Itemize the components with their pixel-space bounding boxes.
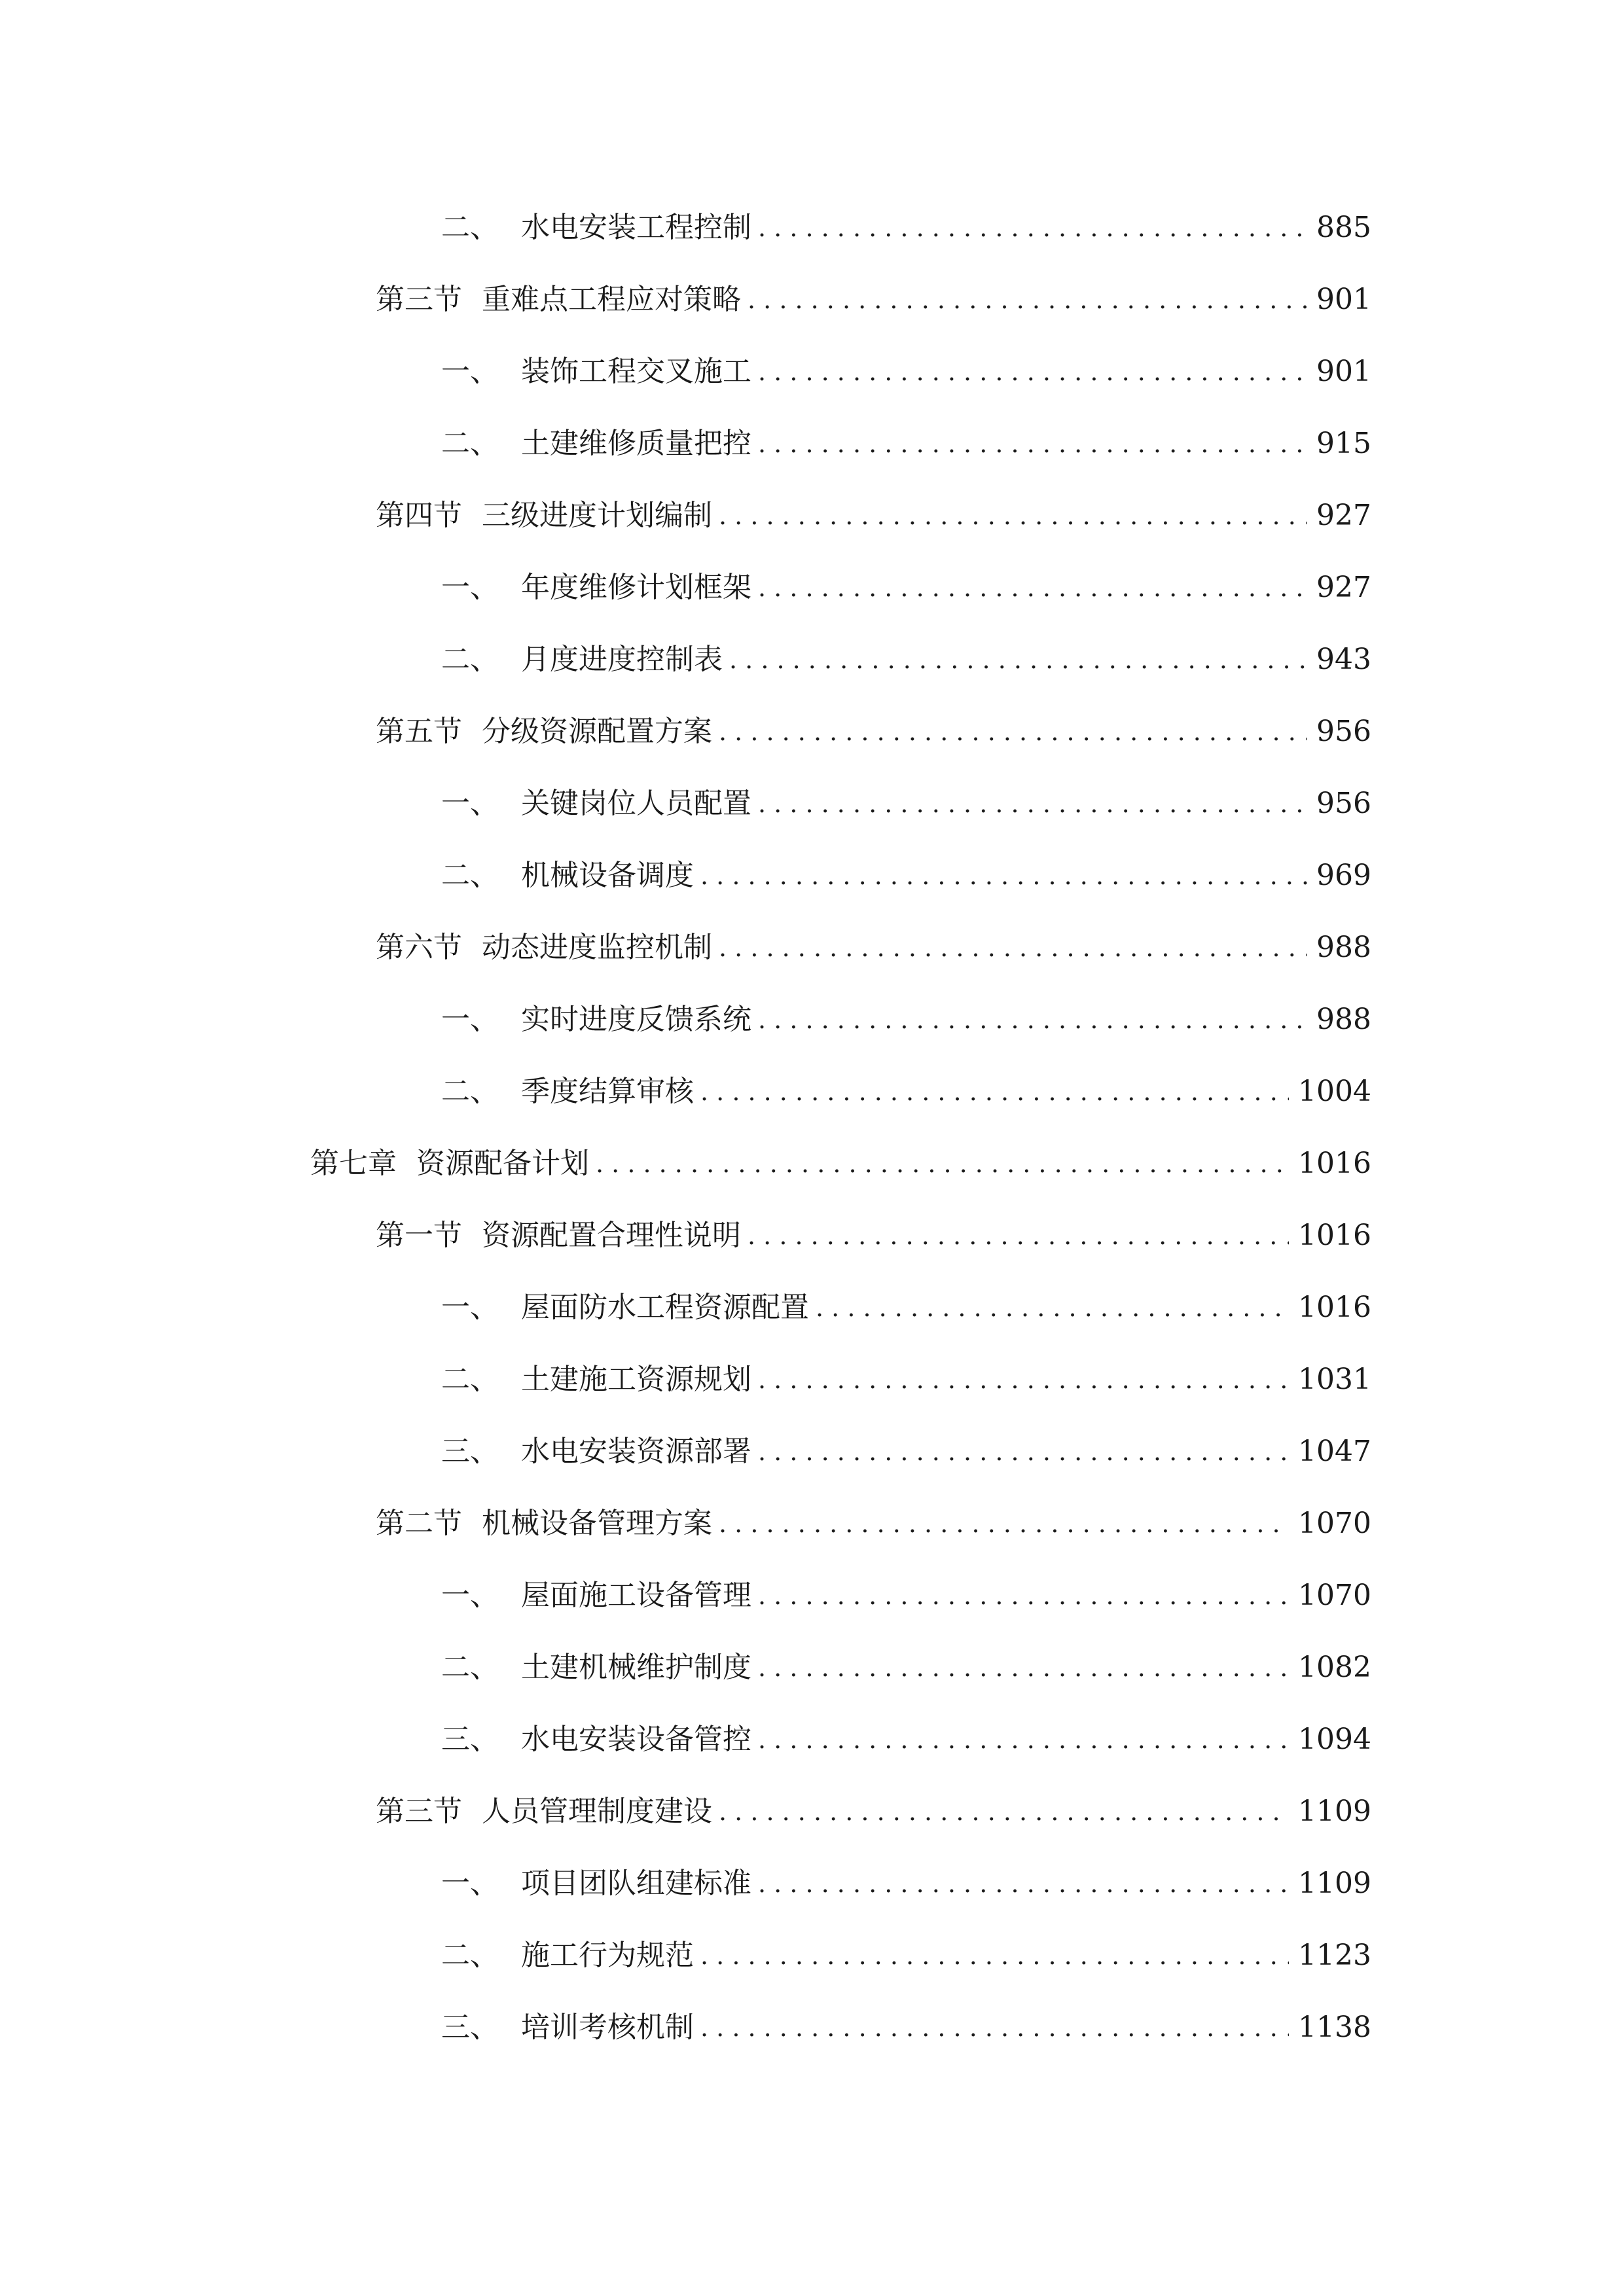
- toc-entry-number: 第三节: [376, 283, 462, 316]
- toc-entry[interactable]: [441, 1992, 1371, 2064]
- toc-entry-title: 屋面施工设备管理: [521, 1579, 751, 1612]
- toc-entry-page: 1016: [1298, 1291, 1371, 1324]
- toc-entry-number: 三、: [441, 2011, 499, 2044]
- toc-entry[interactable]: [441, 984, 1371, 1056]
- toc-entry-page: 915: [1316, 427, 1371, 460]
- toc-entry-number: 一、: [441, 571, 499, 604]
- toc-entry-number: 二、: [441, 427, 499, 460]
- toc-entry-number: 第七章: [310, 1147, 397, 1180]
- toc-entry[interactable]: [376, 912, 1371, 984]
- toc-entry-page: 956: [1316, 715, 1371, 748]
- toc-entry[interactable]: [441, 1416, 1371, 1488]
- toc-entry-title: 人员管理制度建设: [482, 1795, 712, 1828]
- toc-entry-page: 901: [1316, 355, 1371, 388]
- toc-dot-leader: [758, 431, 1307, 456]
- toc-dot-leader: [700, 863, 1307, 888]
- toc-entry-title: 实时进度反馈系统: [521, 1003, 751, 1036]
- toc-entry[interactable]: [441, 1560, 1371, 1632]
- toc-entry-title: 土建机械维护制度: [521, 1651, 751, 1684]
- toc-dot-leader: [758, 575, 1307, 600]
- toc-dot-leader: [758, 1655, 1289, 1680]
- toc-entry-title: 项目团队组建标准: [521, 1867, 751, 1900]
- toc-entry-page: 1016: [1298, 1219, 1371, 1252]
- toc-entry-page: 1004: [1298, 1075, 1371, 1108]
- toc-entry-title: 分级资源配置方案: [482, 715, 712, 748]
- toc-entry[interactable]: [441, 336, 1371, 408]
- toc-entry-number: 一、: [441, 1579, 499, 1612]
- toc-entry-page: 1123: [1298, 1939, 1371, 1972]
- toc-entry[interactable]: [441, 1920, 1371, 1992]
- toc-entry-title: 屋面防水工程资源配置: [521, 1291, 809, 1324]
- toc-dot-leader: [758, 1367, 1289, 1392]
- toc-dot-leader: [719, 1511, 1289, 1536]
- toc-entry-page: 901: [1316, 283, 1371, 316]
- toc-entry-title: 装饰工程交叉施工: [521, 355, 751, 388]
- toc-entry-number: 三、: [441, 1435, 499, 1468]
- toc-entry-title: 机械设备调度: [521, 859, 694, 892]
- toc-entry-title: 培训考核机制: [521, 2011, 694, 2044]
- toc-entry[interactable]: [376, 1200, 1371, 1272]
- toc-entry-page: 1047: [1298, 1435, 1371, 1468]
- toc-entry-number: 二、: [441, 1651, 499, 1684]
- toc-dot-leader: [748, 1223, 1289, 1248]
- toc-entry-title: 关键岗位人员配置: [521, 787, 751, 820]
- toc-entry-number: 第六节: [376, 931, 462, 964]
- toc-entry-page: 988: [1316, 931, 1371, 964]
- toc-entry[interactable]: [441, 1632, 1371, 1704]
- toc-entry-number: 一、: [441, 1003, 499, 1036]
- toc-entry-title: 水电安装资源部署: [521, 1435, 751, 1468]
- toc-dot-leader: [758, 1583, 1289, 1608]
- toc-entry-title: 土建施工资源规划: [521, 1363, 751, 1396]
- toc-entry-title: 资源配备计划: [416, 1147, 589, 1180]
- toc-dot-leader: [758, 1727, 1289, 1752]
- toc-dot-leader: [719, 935, 1307, 960]
- toc-entry-title: 土建维修质量把控: [521, 427, 751, 460]
- toc-entry-title: 月度进度控制表: [521, 643, 723, 676]
- toc-entry[interactable]: [376, 1488, 1371, 1560]
- toc-entry-page: 885: [1316, 211, 1371, 244]
- toc-entry[interactable]: [441, 192, 1371, 264]
- toc-dot-leader: [596, 1151, 1289, 1176]
- toc-entry-number: 二、: [441, 211, 499, 244]
- toc-entry[interactable]: [310, 1128, 1371, 1200]
- toc-entry[interactable]: [441, 1704, 1371, 1776]
- toc-entry-number: 二、: [441, 643, 499, 676]
- toc-entry-number: 第四节: [376, 499, 462, 532]
- toc-entry-number: 一、: [441, 1867, 499, 1900]
- toc-entry-title: 季度结算审核: [521, 1075, 694, 1108]
- toc-entry-number: 第一节: [376, 1219, 462, 1252]
- toc-entry[interactable]: [441, 1056, 1371, 1128]
- toc-dot-leader: [816, 1295, 1289, 1320]
- toc-dot-leader: [758, 1871, 1289, 1896]
- toc-entry-title: 施工行为规范: [521, 1939, 694, 1972]
- toc-entry-number: 二、: [441, 1363, 499, 1396]
- toc-entry-page: 969: [1316, 859, 1371, 892]
- toc-dot-leader: [758, 1007, 1307, 1032]
- toc-entry-number: 第三节: [376, 1795, 462, 1828]
- toc-entry[interactable]: [441, 1272, 1371, 1344]
- toc-dot-leader: [729, 647, 1307, 672]
- toc-dot-leader: [719, 719, 1307, 744]
- toc-entry-title: 重难点工程应对策略: [482, 283, 741, 316]
- toc-dot-leader: [700, 1943, 1289, 1968]
- toc-dot-leader: [719, 503, 1307, 528]
- toc-entry-page: 1094: [1298, 1723, 1371, 1756]
- toc-entry-number: 三、: [441, 1723, 499, 1756]
- toc-entry-page: 1070: [1298, 1579, 1371, 1612]
- toc-dot-leader: [758, 1439, 1289, 1464]
- toc-entry[interactable]: [441, 408, 1371, 480]
- toc-entry-title: 资源配置合理性说明: [482, 1219, 741, 1252]
- toc-entry-number: 二、: [441, 1939, 499, 1972]
- toc-entry-title: 机械设备管理方案: [482, 1507, 712, 1540]
- toc-dot-leader: [748, 287, 1307, 312]
- toc-dot-leader: [758, 215, 1307, 240]
- toc-entry[interactable]: [441, 552, 1371, 624]
- toc-entry[interactable]: [441, 768, 1371, 840]
- toc-entry-page: 1109: [1298, 1867, 1371, 1900]
- toc-entry-page: 1109: [1298, 1795, 1371, 1828]
- toc-entry-title: 水电安装设备管控: [521, 1723, 751, 1756]
- toc-entry-title: 水电安装工程控制: [521, 211, 751, 244]
- toc-entry-page: 1138: [1298, 2011, 1371, 2044]
- toc-entry-page: 927: [1316, 571, 1371, 604]
- toc-entry-number: 第五节: [376, 715, 462, 748]
- toc-entry-page: 943: [1316, 643, 1371, 676]
- toc-entry-page: 956: [1316, 787, 1371, 820]
- toc-entry-page: 927: [1316, 499, 1371, 532]
- toc-entry[interactable]: [441, 624, 1371, 696]
- toc-entry-number: 一、: [441, 355, 499, 388]
- toc-entry-page: 1016: [1298, 1147, 1371, 1180]
- toc-entry-number: 第二节: [376, 1507, 462, 1540]
- toc-entry[interactable]: [376, 264, 1371, 336]
- toc-entry-number: 二、: [441, 1075, 499, 1108]
- toc-entry-page: 1082: [1298, 1651, 1371, 1684]
- toc-entry[interactable]: [441, 1344, 1371, 1416]
- toc-dot-leader: [758, 791, 1307, 816]
- toc-entry[interactable]: [376, 480, 1371, 552]
- toc-entry-page: 1070: [1298, 1507, 1371, 1540]
- toc-entry-page: 1031: [1298, 1363, 1371, 1396]
- toc-dot-leader: [719, 1799, 1289, 1824]
- toc-entry[interactable]: [376, 1776, 1371, 1848]
- toc-dot-leader: [758, 359, 1307, 384]
- toc-dot-leader: [700, 1079, 1289, 1104]
- toc-dot-leader: [700, 2015, 1289, 2040]
- toc-entry-number: 一、: [441, 787, 499, 820]
- toc-entry[interactable]: [441, 840, 1371, 912]
- toc-entry-number: 一、: [441, 1291, 499, 1324]
- toc-entry-title: 动态进度监控机制: [482, 931, 712, 964]
- toc-entry-number: 二、: [441, 859, 499, 892]
- toc-entry-title: 三级进度计划编制: [482, 499, 712, 532]
- toc-entry[interactable]: [376, 696, 1371, 768]
- toc-entry-title: 年度维修计划框架: [521, 571, 751, 604]
- toc-entry[interactable]: [441, 1848, 1371, 1920]
- toc-entry-page: 988: [1316, 1003, 1371, 1036]
